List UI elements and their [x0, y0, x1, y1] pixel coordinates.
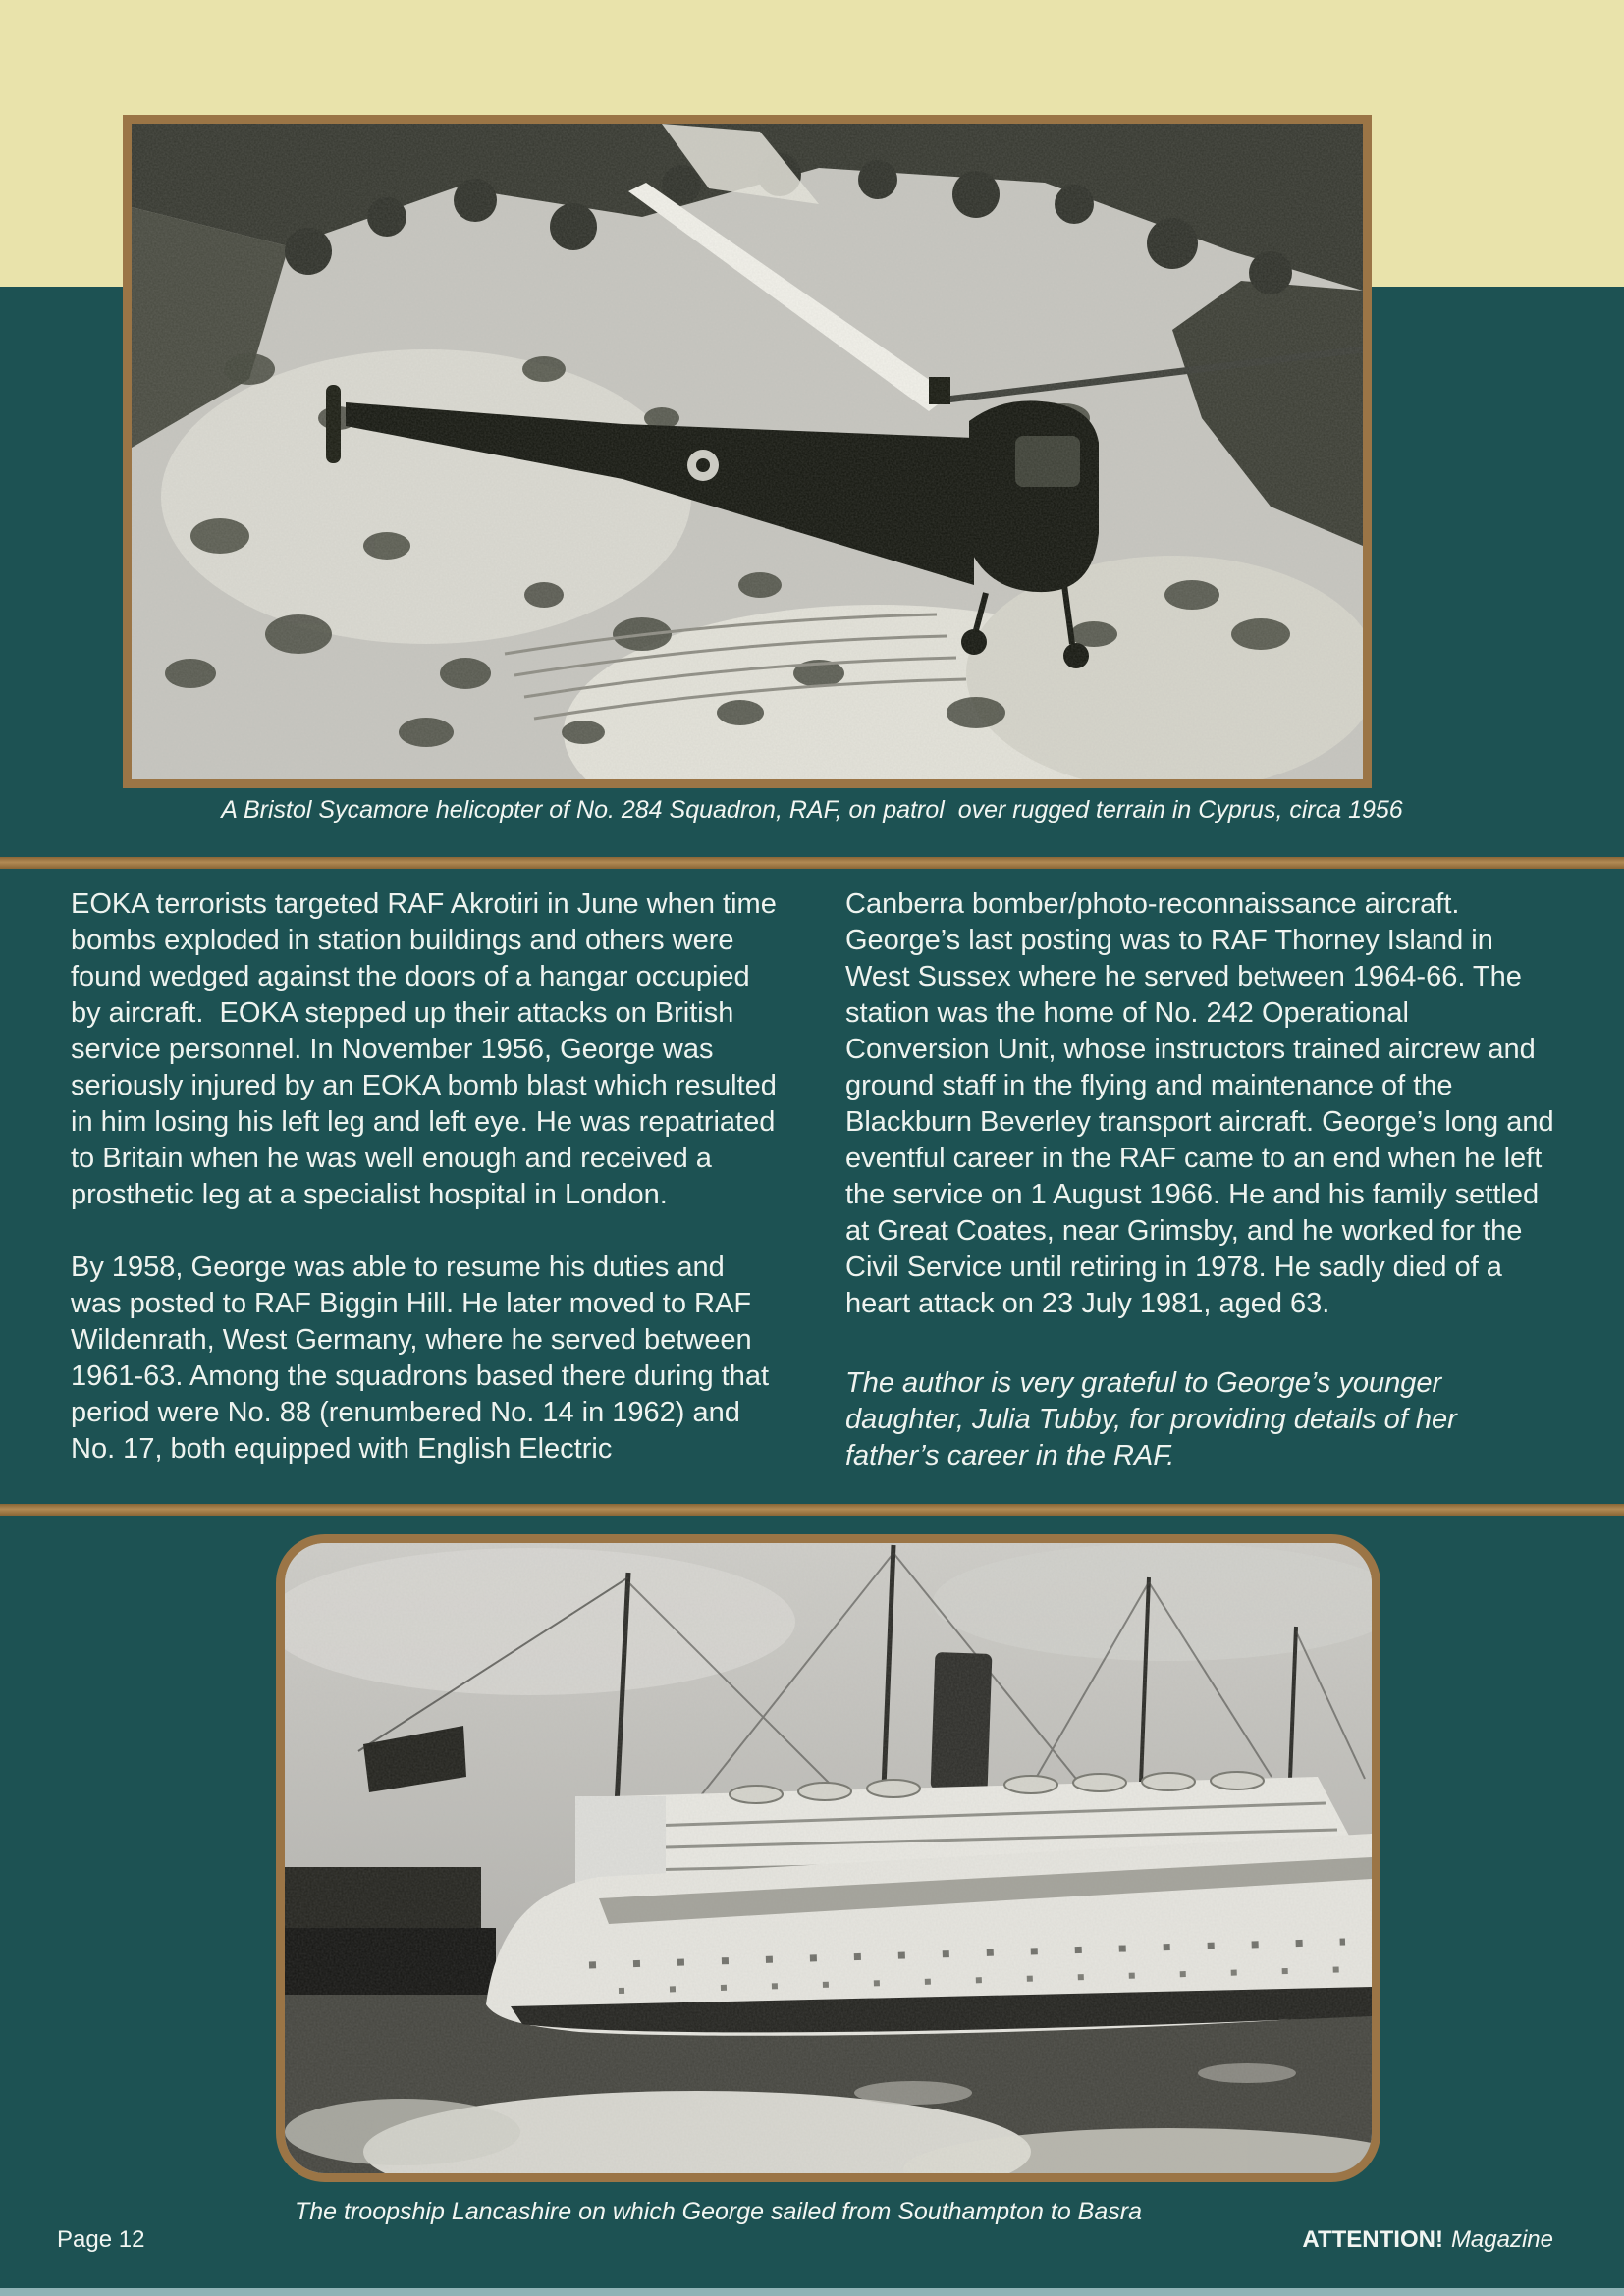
troopship-photo-caption: The troopship Lancashire on which George sailed from Southampton to Basra — [295, 2198, 1142, 2225]
author-note: The author is very grateful to George’s younger daughter, Julia Tubby, for providing details of her father’s career in the RAF. — [845, 1367, 1465, 1471]
troopship-photo-illustration — [285, 1543, 1372, 2173]
paragraph: By 1958, George was able to resume his duties and was posted to RAF Biggin Hill. He later moved to RAF Wildenrath, West Germany, where he served between 1961-63. Among the squadrons based there during that period were No. 88 (renumbered No. 14 in 1962) and No. 17, both equipped with English Electric — [71, 1252, 778, 1465]
troopship-photo — [276, 1534, 1380, 2182]
helicopter-photo-illustration — [132, 124, 1363, 779]
article-body — [71, 886, 1562, 1511]
magazine-credit — [1302, 2226, 1553, 2254]
article-column-left — [71, 886, 785, 1511]
helicopter-photo — [123, 115, 1372, 788]
magazine-type: Magazine — [1450, 2226, 1553, 2253]
magazine-name: ATTENTION! — [1302, 2226, 1443, 2253]
paragraph: EOKA terrorists targeted RAF Akrotiri in June when time bombs exploded in station buildings and others were found wedged against the doors of a hangar occupied by aircraft. EOKA stepped up their attacks on British service personnel. In November 1956, George was seriously injured by an EOKA bomb blast which resulted in him losing his left leg and left eye. He was repatriated to Britain when he was well enough and received a prosthetic leg at a specialist hospital in London. — [71, 888, 785, 1210]
divider-bar-bottom — [0, 1504, 1624, 1516]
page-edge-strip — [0, 2288, 1624, 2296]
photo-grain — [285, 1543, 1372, 2173]
paragraph: Canberra bomber/photo-reconnaissance aircraft. George’s last posting was to RAF Thorney Island in West Sussex where he served between 1964-66. The station was the home of No. 242 Operational Conversion Unit, whose instructors trained aircrew and ground staff in the flying and maintenance of the Blackburn Beverley transport aircraft. George’s long and eventful career in the RAF came to an end when he left the service on 1 August 1966. He and his family settled at Great Coates, near Grimsby, and he worked for the Civil Service until retiring in 1978. He sadly died of a heart attack on 23 July 1981, aged 63. — [845, 888, 1562, 1319]
photo-grain — [132, 124, 1363, 779]
page-number: Page 12 — [57, 2226, 145, 2253]
article-column-right — [845, 886, 1562, 1511]
helicopter-photo-caption: A Bristol Sycamore helicopter of No. 284 Squadron, RAF, on patrol over rugged terrain in Cyprus, circa 1956 — [221, 796, 1403, 824]
divider-bar-top — [0, 857, 1624, 869]
